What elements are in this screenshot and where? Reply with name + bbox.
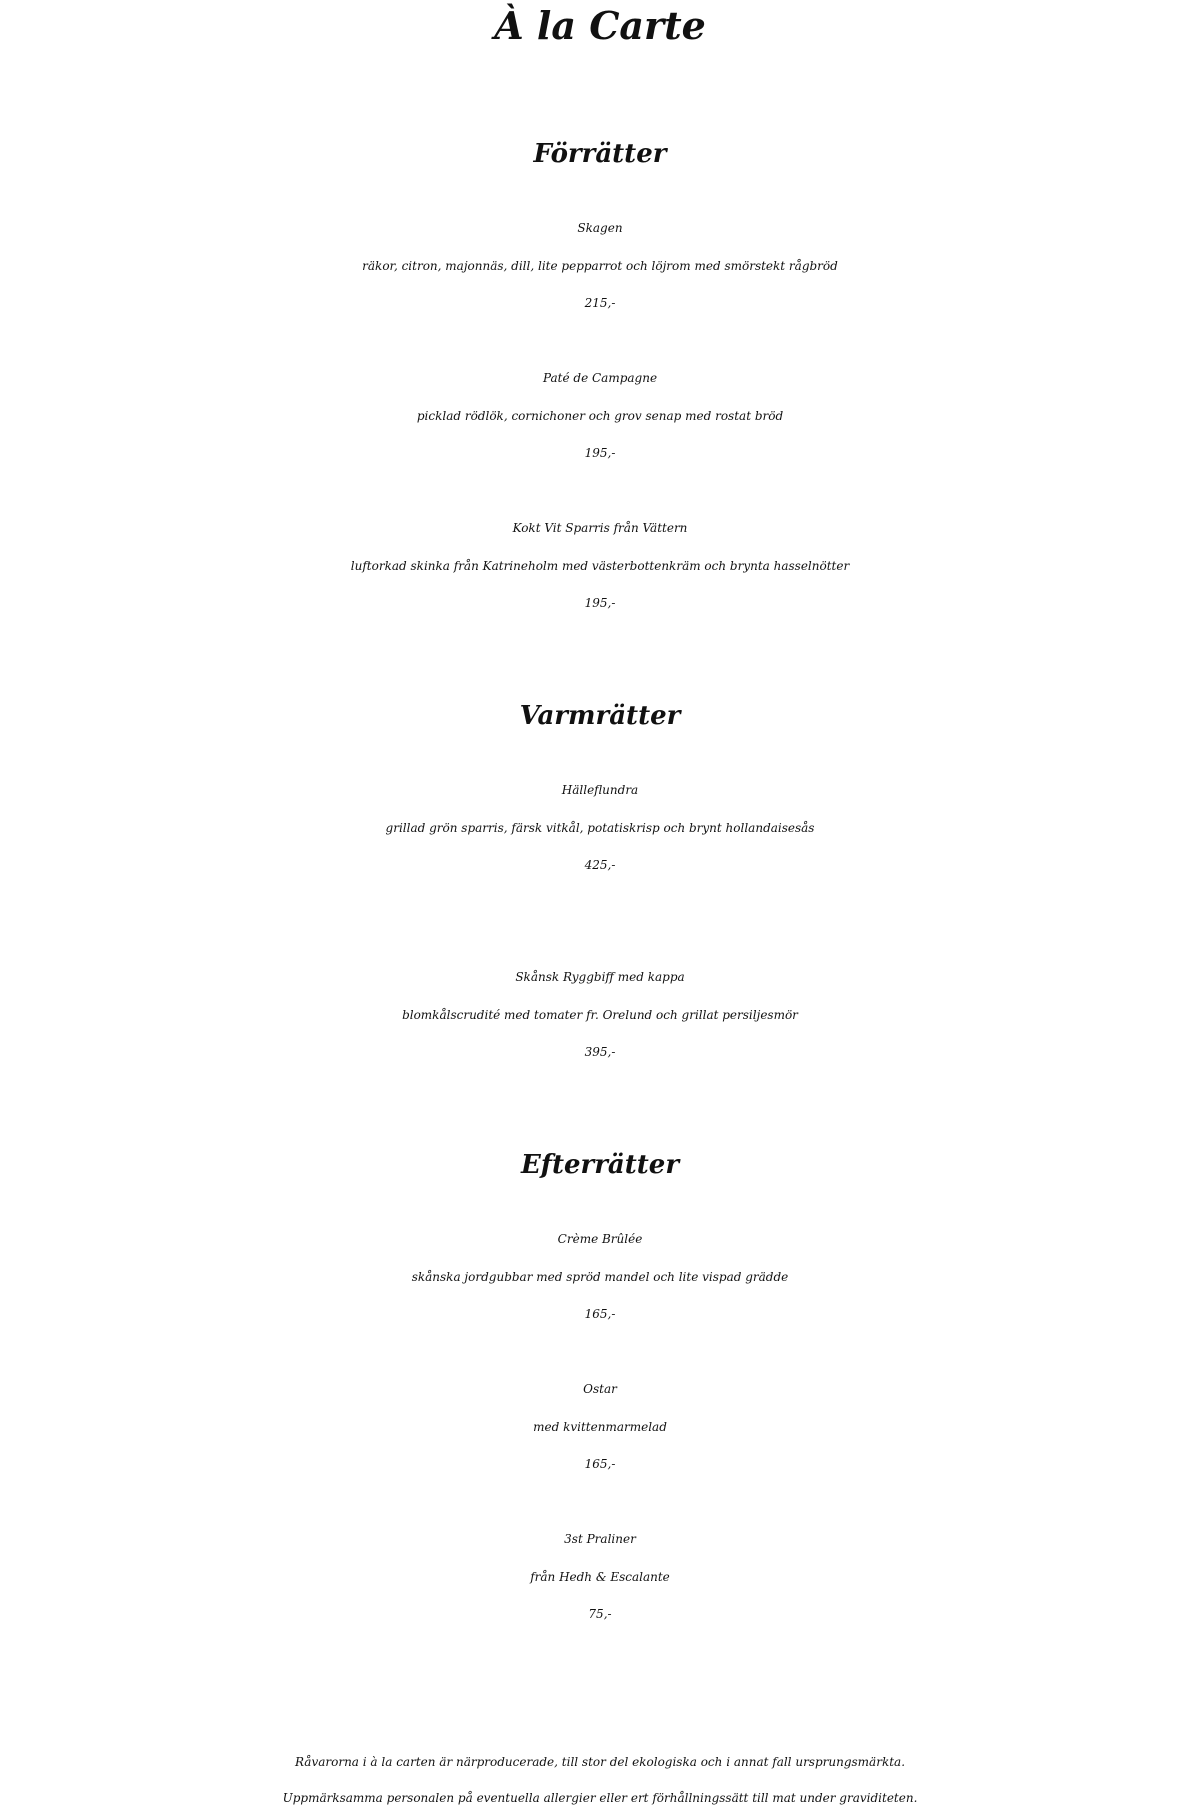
dish-price: 215,- [584, 296, 616, 310]
section-heading-efterratter: Efterrätter [520, 1150, 680, 1180]
dish-price: 195,- [584, 596, 616, 610]
dish-skagen [0, 210, 1200, 323]
dish-halleflundra [0, 772, 1200, 885]
dish-name: Paté de Campagne [542, 371, 658, 385]
dish-price: 195,- [584, 446, 616, 460]
dish-description: räkor, citron, majonnäs, dill, lite pepparrot och löjrom med smörstekt rågbröd [362, 258, 838, 273]
dish-price: 425,- [584, 858, 616, 872]
dish-kokt-vit-sparris [0, 510, 1200, 623]
dish-ostar [0, 1371, 1200, 1484]
dish-creme-brulee [0, 1221, 1200, 1334]
dish-skansk-ryggbiff [0, 959, 1200, 1072]
dish-price: 165,- [584, 1457, 616, 1471]
section-heading-forratter: Förrätter [533, 139, 667, 169]
dish-name: Skånsk Ryggbiff med kappa [515, 970, 685, 984]
dish-price: 165,- [584, 1307, 616, 1321]
dish-description: blomkålscrudité med tomater fr. Orelund och grillat persiljesmör [402, 1007, 798, 1022]
dish-name: Kokt Vit Sparris från Vättern [512, 521, 688, 535]
dish-name: 3st Praliner [564, 1532, 636, 1546]
dish-description: grillad grön sparris, färsk vitkål, potatiskrisp och brynt hollandaisesås [385, 820, 815, 835]
dish-description: med kvittenmarmelad [533, 1419, 667, 1434]
dish-praliner [0, 1521, 1200, 1634]
footer-allergy-note: Uppmärksamma personalen på eventuella allergier eller ert förhållningssätt till mat under graviditeten. [282, 1791, 918, 1805]
footer-sourcing-note: Råvarorna i à la carten är närproducerade, till stor del ekologiska och i annat fall ursprungsmärkta. [294, 1755, 906, 1769]
dish-name: Ostar [583, 1382, 617, 1396]
dish-description: picklad rödlök, cornichoner och grov senap med rostat bröd [416, 408, 784, 423]
dish-description: från Hedh & Escalante [530, 1569, 670, 1584]
dish-price: 395,- [584, 1045, 616, 1059]
section-heading-varmratter: Varmrätter [519, 701, 681, 731]
menu-title: À la Carte [494, 3, 706, 48]
dish-name: Hälleflundra [561, 783, 639, 797]
dish-pate-de-campagne [0, 360, 1200, 473]
dish-description: skånska jordgubbar med spröd mandel och lite vispad grädde [411, 1269, 789, 1284]
dish-name: Skagen [577, 221, 623, 235]
menu-footer [0, 1744, 1200, 1816]
dish-name: Crème Brûlée [557, 1232, 643, 1246]
dish-description: luftorkad skinka från Katrineholm med västerbottenkräm och brynta hasselnötter [350, 558, 850, 573]
dish-price: 75,- [588, 1607, 612, 1621]
